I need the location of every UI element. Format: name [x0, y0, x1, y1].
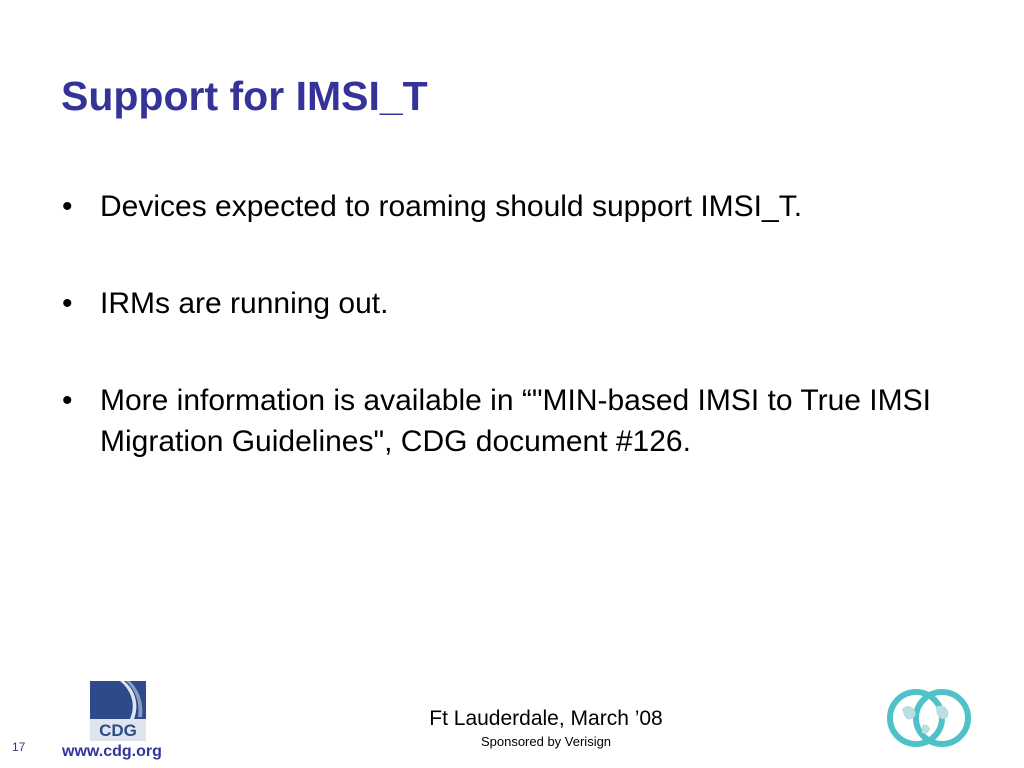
- bullet-text: IRMs are running out.: [100, 287, 389, 320]
- bullet-marker: •: [62, 384, 73, 417]
- cdg-logo-text: CDG: [99, 721, 137, 740]
- bullet-item: [62, 283, 962, 324]
- slide-title: Support for IMSI_T: [61, 73, 428, 119]
- bullet-marker: •: [62, 287, 73, 320]
- bullet-list: [62, 186, 962, 518]
- bullet-marker: •: [62, 190, 73, 223]
- bullet-item: [62, 380, 962, 462]
- intersecting-globes-icon: [884, 685, 974, 751]
- bullet-text: Devices expected to roaming should support IMSI_T.: [100, 190, 803, 223]
- event-caption: Ft Lauderdale, March ’08: [429, 707, 663, 730]
- bullet-text: More information is available in “"MIN-based IMSI to True IMSI Migration Guidelines", CDG document #126.: [100, 384, 931, 458]
- sponsor-caption: Sponsored by Verisign: [480, 734, 612, 749]
- bullet-item: [62, 186, 962, 227]
- page-number: 17: [12, 740, 26, 754]
- cdg-logo: [90, 681, 146, 741]
- website-link[interactable]: www.cdg.org: [62, 743, 162, 760]
